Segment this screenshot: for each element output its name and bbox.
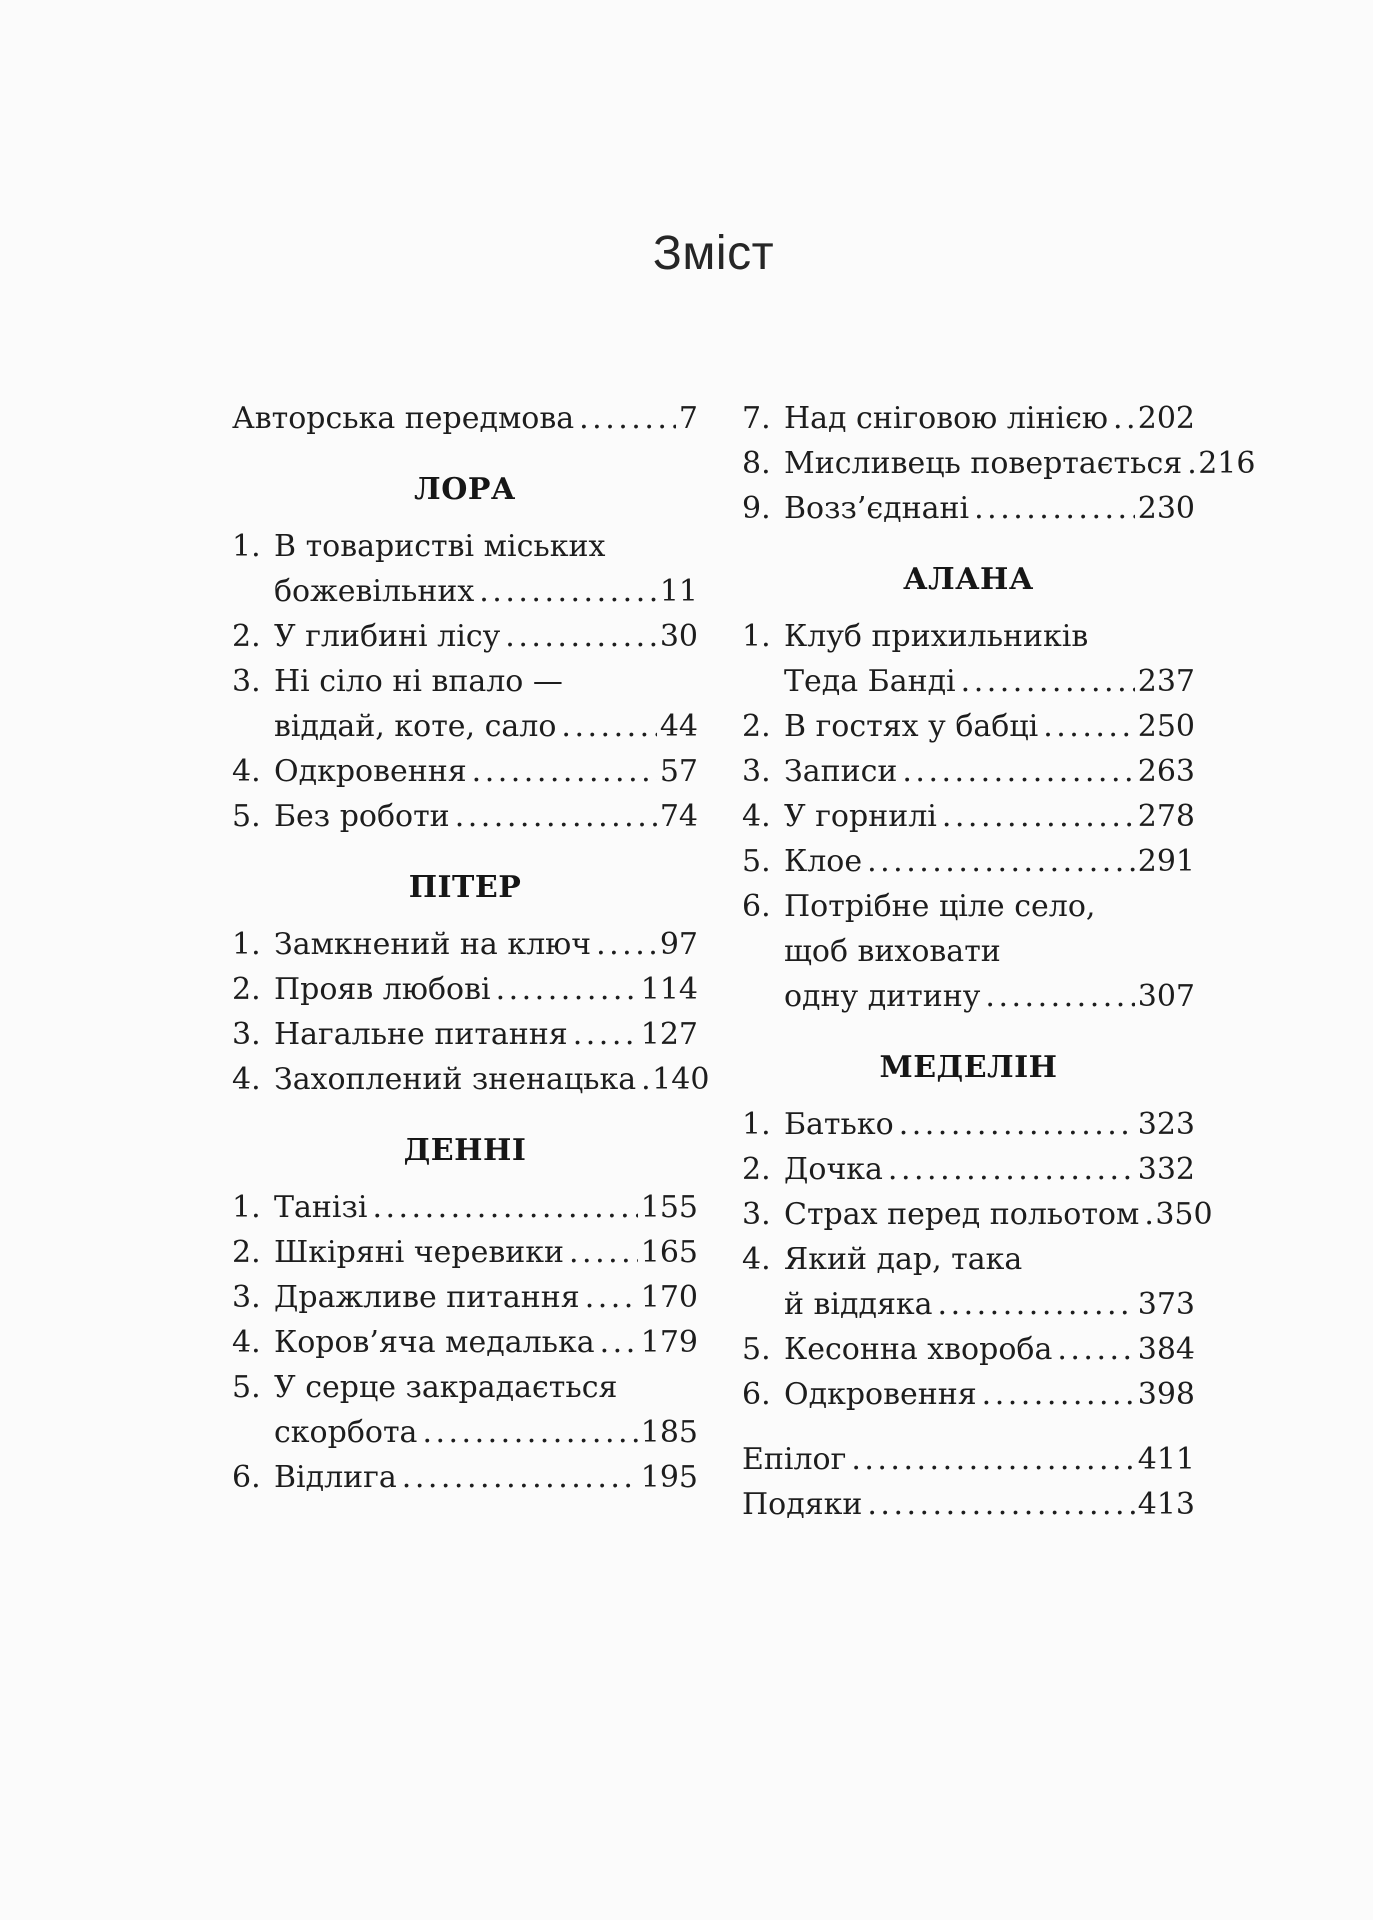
entry-number: 1.: [232, 529, 261, 564]
page-number: 237: [1137, 664, 1195, 699]
entry-body: [784, 839, 1195, 884]
entry-number: 8.: [742, 446, 771, 481]
toc-page: [232, 0, 1256, 1527]
entry-title: й віддяка: [784, 1287, 933, 1322]
entry-title: Дражливе питання: [274, 1280, 580, 1315]
entry-body: [784, 749, 1195, 794]
entry-body: [274, 1012, 698, 1057]
page-number: 411: [1137, 1442, 1195, 1477]
entry-body: [274, 1185, 698, 1230]
entry-body: [784, 396, 1195, 441]
section-heading: АЛАНА: [903, 562, 1034, 597]
page-number: 202: [1137, 401, 1195, 436]
toc-entry: [232, 1057, 710, 1102]
entry-title: Клое: [784, 844, 863, 879]
page-number: 179: [640, 1325, 698, 1360]
page-title: Зміст: [652, 227, 775, 280]
page-number: 195: [640, 1460, 698, 1495]
toc-entry: [232, 659, 698, 749]
entry-title: У глибині лісу: [274, 619, 501, 654]
page-number: 30: [659, 619, 698, 654]
dot-leader: [974, 486, 1135, 531]
entry-last-line: [784, 1282, 1195, 1327]
page-number: 413: [1137, 1487, 1195, 1522]
page-number: 278: [1137, 799, 1195, 834]
entry-last-line: [274, 967, 698, 1012]
entry-line: щоб виховати: [784, 934, 1001, 969]
entry-last-line: [274, 1455, 698, 1500]
entry-title: Прояв любові: [274, 972, 491, 1007]
toc-entry: [742, 441, 1256, 486]
dot-leader: [1043, 704, 1135, 749]
toc-entry: [232, 922, 698, 967]
page-number: 140: [652, 1062, 710, 1097]
toc-entry: [742, 396, 1195, 441]
entry-last-line: [274, 749, 698, 794]
dot-leader: [479, 569, 657, 614]
toc-entry: [742, 486, 1195, 531]
entry-title: У горнилі: [784, 799, 937, 834]
page-number: 323: [1137, 1107, 1195, 1142]
section-heading: ПІТЕР: [408, 870, 522, 905]
entry-number: 4.: [742, 799, 771, 834]
entry-number: 3.: [232, 1017, 261, 1052]
dot-leader: [496, 967, 638, 1012]
entry-last-line: [784, 749, 1195, 794]
entry-title: В гостях у бабці: [784, 709, 1039, 744]
entry-number: 1.: [232, 927, 261, 962]
dot-leader: [1144, 1192, 1152, 1237]
entry-number: 1.: [742, 1107, 771, 1142]
entry-last-line: [784, 486, 1195, 531]
dot-leader: [851, 1437, 1134, 1482]
entry-number: 4.: [232, 1062, 261, 1097]
entry-last-line: [784, 1147, 1195, 1192]
toc-column-right: [742, 396, 1256, 1527]
toc-entry: [232, 614, 698, 659]
entry-title: скорбота: [274, 1415, 418, 1450]
entry-body: [274, 614, 698, 659]
page-number: 97: [659, 927, 698, 962]
entry-number: 7.: [742, 401, 771, 436]
dot-leader: [982, 1372, 1135, 1417]
entry-number: 6.: [232, 1460, 261, 1495]
entry-body: [784, 704, 1195, 749]
entry-last-line: [274, 1275, 698, 1320]
entry-number: 5.: [232, 1370, 261, 1405]
page-number: 127: [640, 1017, 698, 1052]
entry-title: Дочка: [784, 1152, 883, 1187]
page-number: 332: [1137, 1152, 1195, 1187]
entry-body: [784, 1372, 1195, 1417]
dot-leader: [422, 1410, 637, 1455]
entry-number: 2.: [742, 1152, 771, 1187]
entry-title: Коров’яча медалька: [274, 1325, 595, 1360]
page-number: 170: [640, 1280, 698, 1315]
toc-entry: [232, 1275, 698, 1320]
toc-column-left: [232, 396, 710, 1527]
entry-line: У серце закрадається: [274, 1370, 618, 1405]
dot-leader: [569, 1230, 638, 1275]
toc-entry: [742, 1482, 1195, 1527]
dot-leader: [600, 1320, 638, 1365]
entry-last-line: [784, 704, 1195, 749]
entry-title: Подяки: [742, 1487, 863, 1522]
entry-last-line: [784, 839, 1195, 884]
dot-leader: [867, 839, 1135, 884]
entry-line: Ні сіло ні впало —: [274, 664, 563, 699]
entry-number: 3.: [742, 1197, 771, 1232]
section-heading: ДЕННІ: [403, 1133, 527, 1168]
entry-body: [274, 1275, 698, 1320]
toc-entry: [232, 1455, 698, 1500]
entry-last-line: [274, 704, 698, 749]
entry-title: Одкровення: [274, 754, 467, 789]
toc-entry: [232, 1320, 698, 1365]
entry-body: [274, 1057, 710, 1102]
toc-entry: [742, 839, 1195, 884]
dot-leader: [902, 749, 1134, 794]
dot-leader: [596, 922, 657, 967]
toc-entry: [232, 1365, 698, 1455]
entry-line: Клуб прихильників: [784, 619, 1089, 654]
page-number: 230: [1137, 491, 1195, 526]
entry-last-line: [274, 1185, 698, 1230]
page-number: 7: [678, 401, 698, 436]
entry-number: 2.: [232, 1235, 261, 1270]
entry-title: Шкіряні черевики: [274, 1235, 565, 1270]
entry-body: [274, 524, 698, 614]
entry-line: В товаристві міських: [274, 529, 606, 564]
entry-body: [784, 614, 1195, 704]
entry-last-line: [784, 1192, 1213, 1237]
entry-body: [784, 1102, 1195, 1147]
entry-body: [742, 1482, 1195, 1527]
dot-leader: [585, 1275, 638, 1320]
entry-body: [784, 1147, 1195, 1192]
toc-entry: [232, 1230, 698, 1275]
dot-leader: [573, 1012, 638, 1057]
toc-entry: [742, 704, 1195, 749]
page-number: 155: [640, 1190, 698, 1225]
section-heading: МЕДЕЛІН: [879, 1050, 1058, 1085]
entry-title: Захоплений зненацька: [274, 1062, 637, 1097]
toc-entry: [742, 884, 1195, 1019]
entry-number: 2.: [232, 972, 261, 1007]
page-number: 165: [640, 1235, 698, 1270]
entry-title: Над сніговою лінією: [784, 401, 1108, 436]
entry-number: 5.: [232, 799, 261, 834]
entry-number: 1.: [232, 1190, 261, 1225]
entry-body: [274, 1320, 698, 1365]
entry-title: Батько: [784, 1107, 894, 1142]
entry-last-line: [274, 922, 698, 967]
dot-leader: [899, 1102, 1135, 1147]
entry-body: [274, 1455, 698, 1500]
entry-last-line: [784, 794, 1195, 839]
entry-body: [784, 794, 1195, 839]
page-number: 114: [640, 972, 698, 1007]
toc-entry: [742, 1102, 1195, 1147]
entry-title: Теда Банді: [784, 664, 956, 699]
page-number: 373: [1137, 1287, 1195, 1322]
page-number: 398: [1137, 1377, 1195, 1412]
entry-last-line: [274, 614, 698, 659]
entry-title: Страх перед польотом: [784, 1197, 1140, 1232]
entry-body: [784, 486, 1195, 531]
entry-last-line: [274, 1320, 698, 1365]
dot-leader: [938, 1282, 1135, 1327]
entry-body: [274, 1230, 698, 1275]
entry-last-line: [784, 1102, 1195, 1147]
entry-last-line: [784, 1372, 1195, 1417]
page-number: 185: [640, 1415, 698, 1450]
page-number: 291: [1137, 844, 1195, 879]
toc-entry: [232, 524, 698, 614]
entry-last-line: [784, 974, 1195, 1019]
entry-body: [784, 1192, 1213, 1237]
dot-leader: [1057, 1327, 1134, 1372]
toc-entry: [742, 749, 1195, 794]
toc-entry: [742, 1237, 1195, 1327]
entry-number: 4.: [232, 754, 261, 789]
toc-entry: [742, 1147, 1195, 1192]
entry-number: 5.: [742, 1332, 771, 1367]
entry-title: Відлига: [274, 1460, 397, 1495]
page-number: 350: [1155, 1197, 1213, 1232]
entry-title: божевільних: [274, 574, 475, 609]
entry-title: Записи: [784, 754, 898, 789]
entry-title: Возз’єднані: [784, 491, 970, 526]
page-number: 44: [659, 709, 698, 744]
entry-title: віддай, коте, сало: [274, 709, 557, 744]
dot-leader: [579, 396, 676, 441]
dot-leader: [1113, 396, 1135, 441]
page-number: 216: [1198, 446, 1256, 481]
entry-number: 3.: [742, 754, 771, 789]
toc-entry: [742, 614, 1195, 704]
entry-number: 1.: [742, 619, 771, 654]
entry-number: 3.: [232, 1280, 261, 1315]
entry-last-line: [742, 1482, 1195, 1527]
entry-last-line: [742, 1437, 1195, 1482]
entry-title: Епілог: [742, 1442, 847, 1477]
entry-last-line: [274, 1012, 698, 1057]
entry-title: Авторська передмова: [232, 401, 575, 436]
entry-body: [784, 441, 1256, 486]
entry-number: 2.: [232, 619, 261, 654]
toc-columns: [232, 396, 1256, 1527]
entry-last-line: [274, 569, 698, 614]
entry-last-line: [274, 794, 698, 839]
entry-title: Мисливець повертається: [784, 446, 1183, 481]
entry-body: [274, 749, 698, 794]
toc-entry: [232, 396, 698, 441]
entry-body: [784, 1327, 1195, 1372]
entry-last-line: [274, 1230, 698, 1275]
entry-title: Кесонна хвороба: [784, 1332, 1053, 1367]
page-number: 57: [659, 754, 698, 789]
page-number: 384: [1137, 1332, 1195, 1367]
dot-leader: [455, 794, 657, 839]
dot-leader: [985, 974, 1134, 1019]
entry-last-line: [274, 1410, 698, 1455]
toc-entry: [232, 1012, 698, 1057]
toc-entry: [742, 1192, 1213, 1237]
dot-leader: [641, 1057, 649, 1102]
toc-entry: [742, 794, 1195, 839]
entry-body: [274, 794, 698, 839]
entry-body: [274, 1365, 698, 1455]
entry-body: [274, 967, 698, 1012]
page-number: 250: [1137, 709, 1195, 744]
dot-leader: [867, 1482, 1134, 1527]
entry-body: [784, 1237, 1195, 1327]
toc-entry: [742, 1437, 1195, 1482]
section-heading: ЛОРА: [414, 472, 516, 507]
entry-title: одну дитину: [784, 979, 981, 1014]
entry-body: [274, 659, 698, 749]
toc-entry: [232, 1185, 698, 1230]
entry-title: Нагальне питання: [274, 1017, 568, 1052]
entry-title: Танізі: [274, 1190, 368, 1225]
page-number: 263: [1137, 754, 1195, 789]
entry-title: Замкнений на ключ: [274, 927, 592, 962]
entry-line: Потрібне ціле село,: [784, 889, 1096, 924]
entry-last-line: [274, 1057, 710, 1102]
entry-line: Який дар, така: [784, 1242, 1023, 1277]
entry-number: 2.: [742, 709, 771, 744]
toc-entry: [742, 1372, 1195, 1417]
entry-title: Одкровення: [784, 1377, 977, 1412]
dot-leader: [942, 794, 1135, 839]
entry-number: 6.: [742, 1377, 771, 1412]
entry-last-line: [784, 659, 1195, 704]
entry-body: [784, 884, 1195, 1019]
dot-leader: [372, 1185, 637, 1230]
entry-last-line: [784, 441, 1256, 486]
dot-leader: [888, 1147, 1135, 1192]
entry-number: 4.: [232, 1325, 261, 1360]
entry-last-line: [784, 396, 1195, 441]
entry-number: 4.: [742, 1242, 771, 1277]
toc-entry: [232, 749, 698, 794]
dot-leader: [505, 614, 657, 659]
dot-leader: [472, 749, 657, 794]
toc-entry: [232, 794, 698, 839]
page-number: 74: [659, 799, 698, 834]
entry-title: Без роботи: [274, 799, 450, 834]
entry-number: 9.: [742, 491, 771, 526]
dot-leader: [961, 659, 1135, 704]
entry-last-line: [232, 396, 698, 441]
toc-entry: [742, 1327, 1195, 1372]
dot-leader: [1187, 441, 1195, 486]
entry-number: 3.: [232, 664, 261, 699]
entry-last-line: [784, 1327, 1195, 1372]
entry-number: 5.: [742, 844, 771, 879]
page-number: 11: [659, 574, 698, 609]
page-number: 307: [1137, 979, 1195, 1014]
entry-body: [274, 922, 698, 967]
dot-leader: [561, 704, 656, 749]
toc-entry: [232, 967, 698, 1012]
entry-body: [232, 396, 698, 441]
dot-leader: [402, 1455, 638, 1500]
entry-body: [742, 1437, 1195, 1482]
entry-number: 6.: [742, 889, 771, 924]
